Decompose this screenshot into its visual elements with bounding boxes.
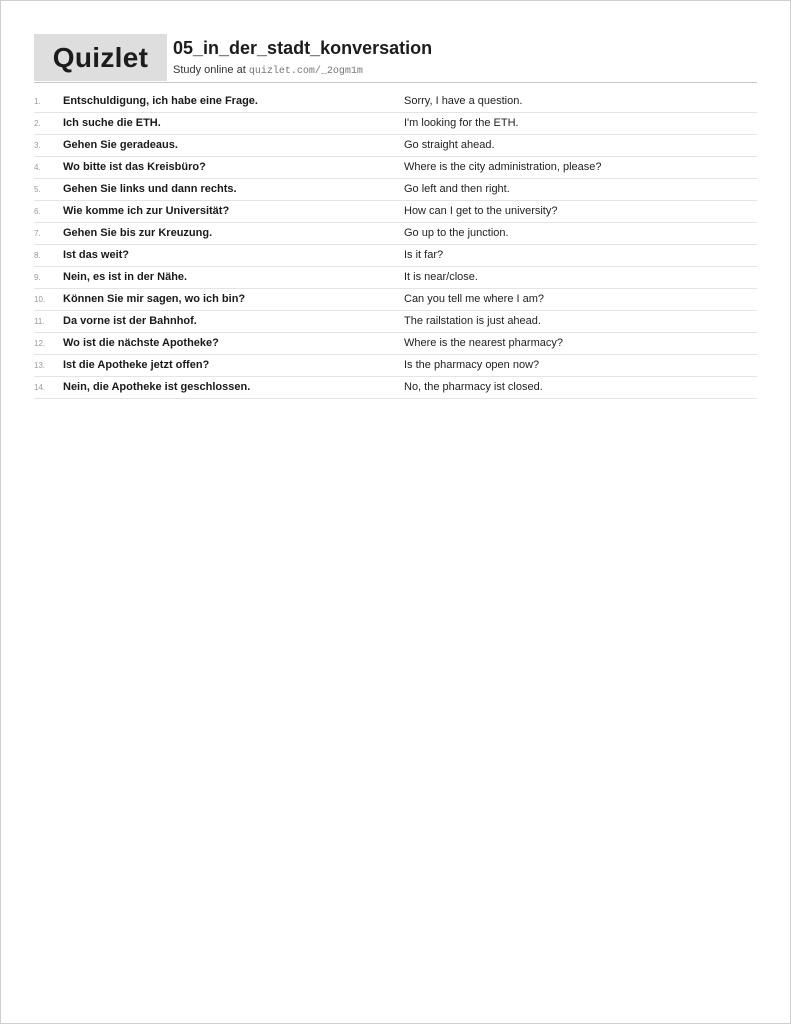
term-row [34,377,757,399]
term-text: Gehen Sie geradeaus. [63,139,178,151]
term-row [34,311,757,333]
term-text: Wo ist die nächste Apotheke? [63,337,219,349]
quizlet-logo [34,34,167,81]
page-title: 05_in_der_stadt_konversation [173,38,433,58]
term-number: 3. [34,141,41,150]
term-number: 4. [34,163,41,172]
definition-text: Where is the city administration, please? [404,161,602,173]
subtitle [173,64,363,77]
definition-text: Can you tell me where I am? [404,293,545,305]
definition-text: I'm looking for the ETH. [404,117,519,129]
term-row [34,355,757,377]
term-row [34,245,757,267]
term-number: 7. [34,229,41,238]
term-row [34,201,757,223]
term-text: Da vorne ist der Bahnhof. [63,315,197,327]
term-number: 6. [34,207,41,216]
term-row [34,157,757,179]
definition-text: Sorry, I have a question. [404,95,523,107]
term-number: 13. [34,361,46,370]
term-list [34,91,757,399]
definition-text: Where is the nearest pharmacy? [404,337,563,349]
term-number: 8. [34,251,41,260]
term-row [34,333,757,355]
definition-text: Is it far? [404,249,444,261]
term-text: Ist das weit? [63,249,130,261]
term-text: Nein, die Apotheke ist geschlossen. [63,381,251,393]
definition-text: No, the pharmacy ist closed. [404,381,543,393]
definition-text: It is near/close. [404,271,478,283]
term-text: Ich suche die ETH. [63,117,161,129]
term-number: 1. [34,97,41,106]
definition-text: Go left and then right. [404,183,510,195]
term-row [34,179,757,201]
subtitle-prefix: Study online at [173,64,246,76]
term-number: 9. [34,273,41,282]
term-text: Nein, es ist in der Nähe. [63,271,188,283]
term-number: 14. [34,383,46,392]
term-text: Wie komme ich zur Universität? [63,205,230,217]
study-link[interactable]: quizlet.com/_2ogm1m [248,66,363,77]
definition-text: Go straight ahead. [404,139,495,151]
definition-text: Is the pharmacy open now? [404,359,540,371]
term-number: 10. [34,295,46,304]
definition-text: The railstation is just ahead. [404,315,541,327]
term-row [34,223,757,245]
term-text: Können Sie mir sagen, wo ich bin? [63,293,246,305]
header [34,34,757,83]
term-number: 2. [34,119,41,128]
term-text: Gehen Sie bis zur Kreuzung. [63,227,213,239]
term-text: Wo bitte ist das Kreisbüro? [63,161,206,173]
term-text: Gehen Sie links und dann rechts. [63,183,237,195]
definition-text: Go up to the junction. [404,227,509,239]
term-row [34,91,757,113]
term-row [34,267,757,289]
term-text: Ist die Apotheke jetzt offen? [63,359,210,371]
definition-text: How can I get to the university? [404,205,558,217]
logo-text: Quizlet [52,41,149,73]
term-row [34,113,757,135]
term-number: 5. [34,185,41,194]
term-number: 11. [34,317,45,326]
term-row [34,135,757,157]
term-row [34,289,757,311]
term-number: 12. [34,339,46,348]
term-text: Entschuldigung, ich habe eine Frage. [63,95,258,107]
